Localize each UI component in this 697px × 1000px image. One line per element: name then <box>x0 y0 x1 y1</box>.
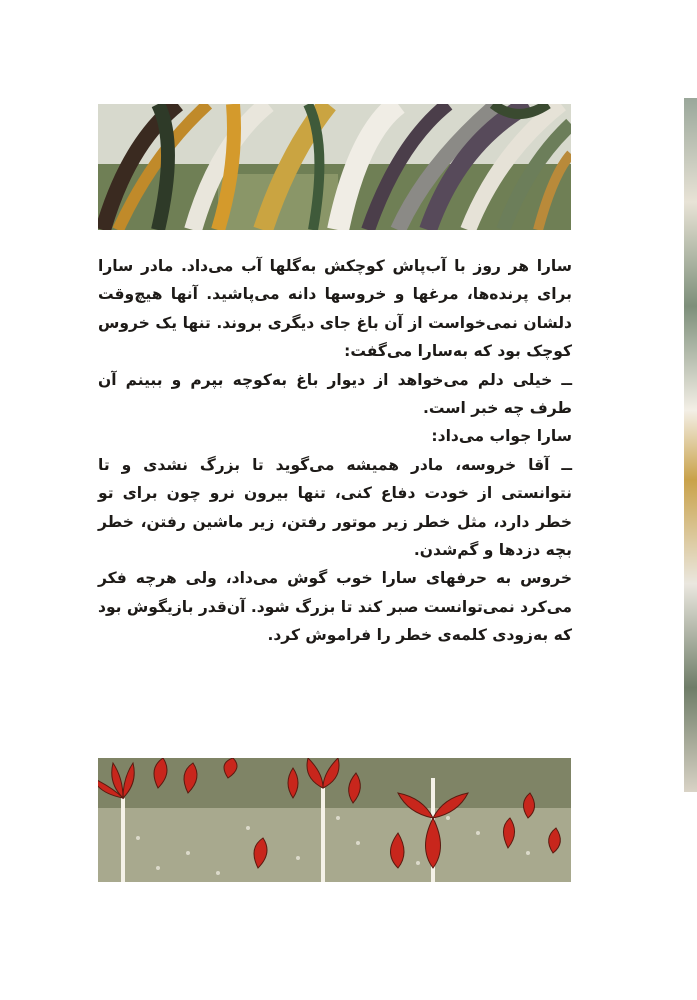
story-paragraph: ــ آقا خروسه، مادر همیشه می‌گوید تا بزرگ نشدی و تا نتوانستی از خودت دفاع کنی، تنها بیرون نرو چون برای تو خطر دارد، مثل خطر زیر موتور رفتن، زیر ماشین رفتن، خطر بچه دزدها و گم‌شدن. <box>98 455 572 560</box>
top-illustration-leaves <box>98 104 571 230</box>
story-paragraph: خروس به حرفهای سارا خوب گوش می‌داد، ولی هرچه فکر می‌کرد نمی‌توانست صبر کند تا بزرگ شود. آن‌قدر بازیگوش بود که به‌زودی کلمه‌ی خطر را فراموش کرد. <box>98 569 572 645</box>
adjacent-page-edge <box>684 98 697 792</box>
bottom-illustration-flowers <box>98 758 571 882</box>
story-paragraph: ــ خیلی دلم می‌خواهد از دیوار باغ به‌کوچه بپرم و ببینم آن طرف چه خبر است. <box>98 370 572 418</box>
red-flowers-artwork <box>98 758 571 882</box>
story-paragraph: سارا جواب می‌داد: <box>431 427 572 446</box>
story-paragraph: سارا هر روز با آب‌پاش کوچکش به‌گلها آب می‌داد. مادر سارا برای پرنده‌ها، مرغها و خروسها دانه می‌پاشید. آنها هیچ‌وقت دلشان نمی‌خواست از آن باغ جای دیگری بروند. تنها یک خروس کوچک بود که به‌سارا می‌گفت: <box>98 257 572 361</box>
story-text <box>98 252 572 650</box>
leaf-arches-artwork <box>98 104 571 230</box>
